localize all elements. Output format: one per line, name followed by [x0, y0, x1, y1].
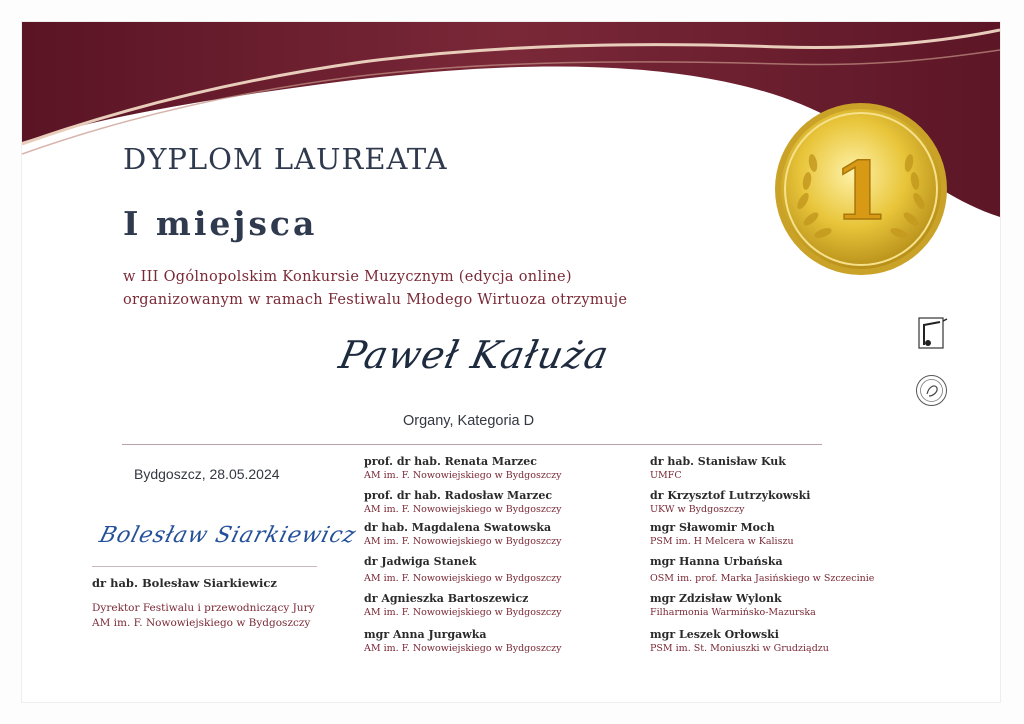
jury-member-affiliation: Filharmonia Warmińsko-Mazurska	[650, 607, 816, 618]
intro-line-1: w III Ogólnopolskim Konkursie Muzycznym (edycja online)	[123, 269, 572, 285]
diploma-title: DYPLOM LAUREATA	[123, 142, 448, 176]
jury-chair-role	[92, 601, 315, 631]
jury-member-name: dr Krzysztof Lutrzykowski	[650, 489, 811, 502]
signature: Bolesław Siarkiewicz	[96, 523, 360, 548]
jury-member-affiliation: UMFC	[650, 470, 682, 481]
jury-member-name: prof. dr hab. Renata Marzec	[364, 455, 537, 468]
jury-member	[364, 555, 562, 584]
jury-member-affiliation: AM im. F. Nowowiejskiego w Bydgoszczy	[364, 536, 562, 547]
jury-member	[650, 555, 874, 584]
jury-member-name: mgr Leszek Orłowski	[650, 628, 779, 641]
jury-member-affiliation: PSM im. St. Moniuszki w Grudziądzu	[650, 643, 829, 654]
jury-member-name: dr hab. Stanisław Kuk	[650, 455, 786, 468]
intro-line-2: organizowanym w ramach Festiwalu Młodego Wirtuoza otrzymuje	[123, 292, 628, 308]
jury-member-affiliation: AM im. F. Nowowiejskiego w Bydgoszczy	[364, 573, 562, 584]
jury-member-affiliation: AM im. F. Nowowiejskiego w Bydgoszczy	[364, 470, 562, 481]
jury-member-name: mgr Sławomir Moch	[650, 521, 775, 534]
jury-member	[650, 455, 786, 481]
festival-logo-icon	[918, 317, 948, 349]
jury-member-affiliation: PSM im. H Melcera w Kaliszu	[650, 536, 794, 547]
gold-medal-icon	[773, 101, 949, 277]
jury-member	[364, 455, 562, 481]
medal-numeral: 1	[833, 144, 889, 238]
category-label: Organy, Kategoria D	[403, 413, 535, 429]
jury-chair-name: dr hab. Bolesław Siarkiewicz	[92, 576, 277, 590]
jury-member-affiliation: UKW w Bydgoszczy	[650, 504, 745, 515]
academy-seal-icon	[915, 374, 948, 407]
jury-member	[364, 592, 562, 618]
jury-member-affiliation: AM im. F. Nowowiejskiego w Bydgoszczy	[364, 607, 562, 618]
jury-member	[364, 521, 562, 547]
intro-text	[123, 266, 823, 312]
jury-member-affiliation: OSM im. prof. Marka Jasińskiego w Szczecinie	[650, 573, 875, 584]
jury-member	[364, 628, 562, 654]
jury-member	[650, 521, 794, 547]
divider-line	[122, 444, 822, 445]
chair-role-line-1: Dyrektor Festiwalu i przewodniczący Jury	[92, 602, 315, 614]
jury-member-name: mgr Hanna Urbańska	[650, 555, 783, 568]
jury-member-name: mgr Zdzisław Wylonk	[650, 592, 782, 605]
jury-member	[650, 489, 810, 515]
jury-member	[364, 489, 562, 515]
jury-member-affiliation: AM im. F. Nowowiejskiego w Bydgoszczy	[364, 504, 562, 515]
jury-member-name: dr hab. Magdalena Swatowska	[364, 521, 552, 534]
jury-member-affiliation: AM im. F. Nowowiejskiego w Bydgoszczy	[364, 643, 562, 654]
issue-date: Bydgoszcz, 28.05.2024	[134, 466, 280, 482]
signature-line	[92, 566, 317, 567]
jury-member-name: prof. dr hab. Radosław Marzec	[364, 489, 553, 502]
jury-member-name: dr Jadwiga Stanek	[364, 555, 477, 568]
jury-member	[650, 628, 829, 654]
jury-member-name: dr Agnieszka Bartoszewicz	[364, 592, 529, 605]
jury-member	[650, 592, 816, 618]
place-title: I miejsca	[123, 204, 318, 243]
laureate-name: Paweł Kałuża	[335, 333, 614, 377]
chair-role-line-2: AM im. F. Nowowiejskiego w Bydgoszczy	[92, 617, 311, 629]
jury-member-name: mgr Anna Jurgawka	[364, 628, 487, 641]
